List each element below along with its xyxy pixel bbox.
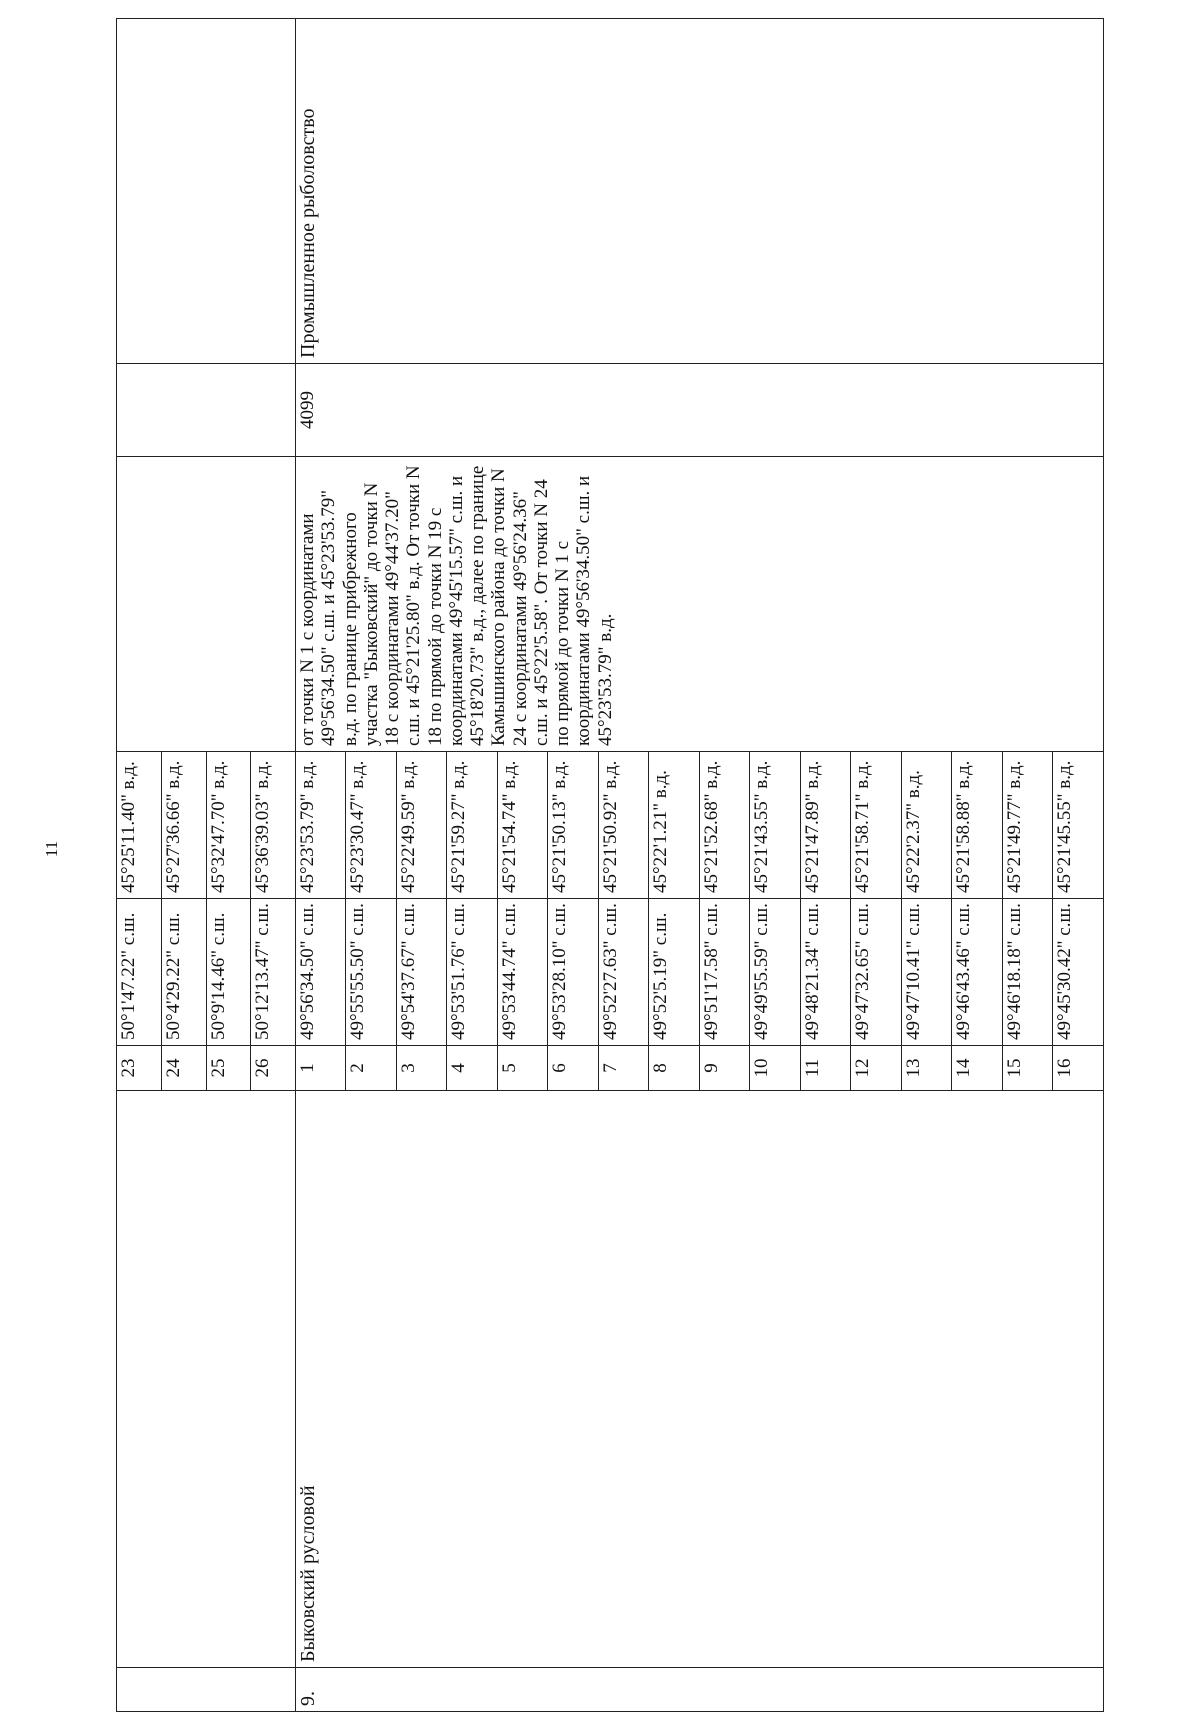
prev-use-cell	[117, 19, 296, 364]
point-latitude: 49°45'30.42" с.ш.	[1053, 899, 1104, 1046]
point-longitude: 45°25'11.40" в.д.	[117, 752, 162, 899]
point-longitude: 45°21'50.92" в.д.	[598, 752, 648, 899]
point-longitude: 45°21'45.55" в.д.	[1053, 752, 1104, 899]
point-longitude: 45°22'1.21" в.д.	[649, 752, 699, 899]
section-use-type: Промышленное рыболовство	[296, 19, 1104, 364]
point-latitude: 49°48'21.34" с.ш.	[800, 899, 850, 1046]
point-number: 15	[1002, 1046, 1052, 1091]
table-row	[117, 19, 162, 1712]
point-longitude: 45°21'43.55" в.д.	[750, 752, 800, 899]
point-latitude: 50°4'29.22" с.ш.	[161, 899, 206, 1046]
prev-boundary-cell	[117, 457, 296, 752]
point-number: 14	[952, 1046, 1002, 1091]
point-longitude: 45°27'36.66" в.д.	[161, 752, 206, 899]
point-latitude: 49°47'10.41" с.ш.	[901, 899, 951, 1046]
prev-section-name-cell	[117, 1091, 296, 1668]
rotated-table-container	[116, 107, 1104, 1712]
prev-section-number-cell	[117, 1668, 296, 1712]
boundary-description: от точки N 1 с координатами 49°56'34.50" с.ш. и 45°23'53.79" в.д. по границе прибрежного участка "Быковский" до точки N 18 с координатами 49°44'37.20" с.ш. и 45°21'25.80" в.д. От точки N 18 по прямой до точки N 19 с координатами 49°45'15.57" с.ш. и 45°18'20.73" в.д., далее по границе Камышинского района до точки N 24 с координатами 49°56'24.36" с.ш. и 45°22'5.58". От точки N 24 по прямой до точки N 1 с координатами 49°56'34.50" с.ш. и 45°23'53.79" в.д.	[296, 457, 1104, 752]
point-number: 12	[851, 1046, 901, 1091]
point-longitude: 45°21'50.13" в.д.	[548, 752, 598, 899]
point-longitude: 45°21'59.27" в.д.	[447, 752, 497, 899]
point-number: 16	[1053, 1046, 1104, 1091]
point-longitude: 45°22'49.59" в.д.	[396, 752, 446, 899]
point-latitude: 49°53'28.10" с.ш.	[548, 899, 598, 1046]
point-latitude: 49°51'17.58" с.ш.	[699, 899, 749, 1046]
point-latitude: 49°52'27.63" с.ш.	[598, 899, 648, 1046]
point-longitude: 45°21'54.74" в.д.	[497, 752, 547, 899]
point-longitude: 45°23'30.47" в.д.	[346, 752, 396, 899]
point-number: 25	[206, 1046, 251, 1091]
point-number: 3	[396, 1046, 446, 1091]
point-latitude: 50°1'47.22" с.ш.	[117, 899, 162, 1046]
point-latitude: 49°54'37.67" с.ш.	[396, 899, 446, 1046]
point-number: 9	[699, 1046, 749, 1091]
table-body	[117, 19, 1104, 1712]
prev-area-cell	[117, 364, 296, 457]
point-number: 23	[117, 1046, 162, 1091]
point-longitude: 45°21'47.89" в.д.	[800, 752, 850, 899]
point-latitude: 49°52'5.19" с.ш.	[649, 899, 699, 1046]
point-latitude: 49°47'32.65" с.ш.	[851, 899, 901, 1046]
point-number: 1	[296, 1046, 346, 1091]
point-number: 5	[497, 1046, 547, 1091]
point-number: 4	[447, 1046, 497, 1091]
point-latitude: 49°53'44.74" с.ш.	[497, 899, 547, 1046]
point-latitude: 49°55'55.50" с.ш.	[346, 899, 396, 1046]
point-latitude: 49°46'43.46" с.ш.	[952, 899, 1002, 1046]
point-longitude: 45°36'39.03" в.д.	[251, 752, 296, 899]
point-number: 7	[598, 1046, 648, 1091]
point-latitude: 50°9'14.46" с.ш.	[206, 899, 251, 1046]
point-latitude: 49°46'18.18" с.ш.	[1002, 899, 1052, 1046]
point-number: 2	[346, 1046, 396, 1091]
point-latitude: 49°49'55.59" с.ш.	[750, 899, 800, 1046]
section-number: 9.	[296, 1668, 1104, 1712]
section-name: Быковский русловой	[296, 1091, 1104, 1668]
page-number: 11	[42, 840, 61, 858]
point-number: 8	[649, 1046, 699, 1091]
point-longitude: 45°21'58.71" в.д.	[851, 752, 901, 899]
point-longitude: 45°23'53.79" в.д.	[296, 752, 346, 899]
point-number: 6	[548, 1046, 598, 1091]
point-latitude: 49°56'34.50" с.ш.	[296, 899, 346, 1046]
section-area: 4099	[296, 364, 1104, 457]
point-number: 26	[251, 1046, 296, 1091]
table-row	[296, 19, 346, 1712]
point-number: 13	[901, 1046, 951, 1091]
point-number: 10	[750, 1046, 800, 1091]
point-number: 24	[161, 1046, 206, 1091]
point-longitude: 45°32'47.70" в.д.	[206, 752, 251, 899]
point-number: 11	[800, 1046, 850, 1091]
point-longitude: 45°21'58.88" в.д.	[952, 752, 1002, 899]
point-longitude: 45°21'49.77" в.д.	[1002, 752, 1052, 899]
point-longitude: 45°21'52.68" в.д.	[699, 752, 749, 899]
point-latitude: 49°53'51.76" с.ш.	[447, 899, 497, 1046]
fishing-areas-table	[116, 18, 1104, 1712]
point-latitude: 50°12'13.47" с.ш.	[251, 899, 296, 1046]
point-longitude: 45°22'2.37" в.д.	[901, 752, 951, 899]
